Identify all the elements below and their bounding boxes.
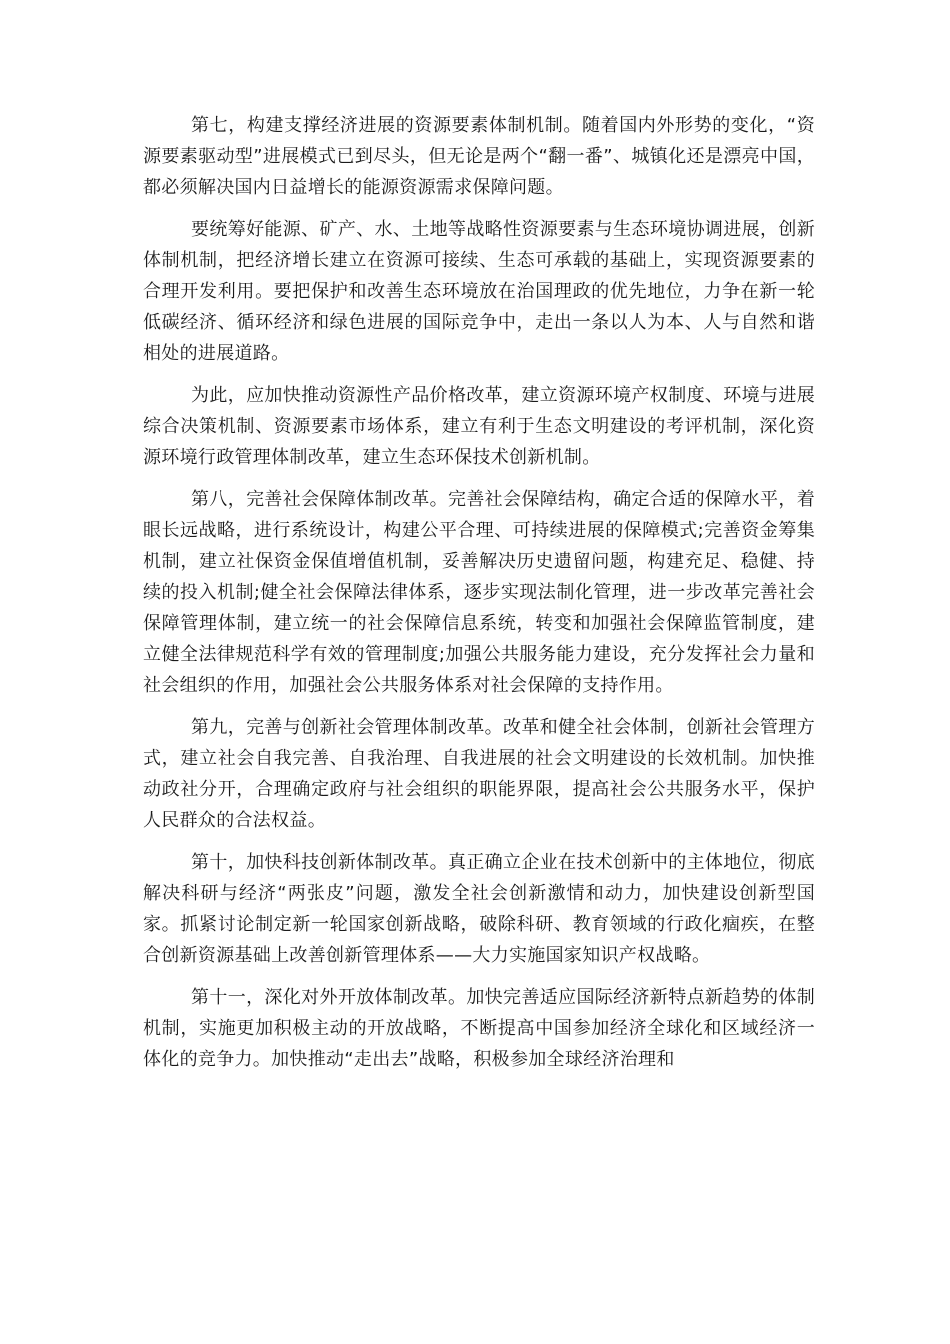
paragraph-ecology-coordination: 要统筹好能源、矿产、水、土地等战略性资源要素与生态环境协调进展，创新体制机制，把经济增长建立在资源可接续、生态可承载的基础上，实现资源要素的合理开发利用。要把保护和改善生态环境放在治国理政的优先地位，力争在新一轮低碳经济、循环经济和绿色进展的国际竞争中，走出一条以人为本、人与自然和谐相处的进展道路。	[143, 219, 815, 364]
paragraph-price-reform: 为此，应加快推动资源性产品价格改革，建立资源环境产权制度、环境与进展综合决策机制、资源要素市场体系，建立有利于生态文明建设的考评机制，深化资源环境行政管理体制改革，建立生态环保技术创新机制。	[143, 385, 815, 468]
paragraph-social-management: 第九，完善与创新社会管理体制改革。改革和健全社会体制，创新社会管理方式，建立社会自我完善、自我治理、自我进展的社会文明建设的长效机制。加快推动政社分开，合理确定政府与社会组织的职能界限，提高社会公共服务水平，保护人民群众的合法权益。	[143, 717, 815, 831]
paragraph-tech-innovation: 第十，加快科技创新体制改革。真正确立企业在技术创新中的主体地位，彻底解决科研与经济“两张皮”问题，激发全社会创新激情和动力，加快建设创新型国家。抓紧讨论制定新一轮国家创新战略，破除科研、教育领域的行政化痼疾，在整合创新资源基础上改善创新管理体系——大力实施国家知识产权战略。	[143, 852, 815, 966]
paragraph-social-security: 第八，完善社会保障体制改革。完善社会保障结构，确定合适的保障水平，着眼长远战略，进行系统设计，构建公平合理、可持续进展的保障模式;完善资金筹集机制，建立社保资金保值增值机制，妥善解决历史遗留问题，构建充足、稳健、持续的投入机制;健全社会保障法律体系，逐步实现法制化管理，进一步改革完善社会保障管理体制，建立统一的社会保障信息系统，转变和加强社会保障监管制度，建立健全法律规范科学有效的管理制度;加强公共服务能力建设，充分发挥社会力量和社会组织的作用，加强社会公共服务体系对社会保障的支持作用。	[143, 489, 815, 696]
paragraph-resource-mechanism: 第七，构建支撑经济进展的资源要素体制机制。随着国内外形势的变化，“资源要素驱动型”进展模式已到尽头，但无论是两个“翻一番”、城镇化还是漂亮中国，都必须解决国内日益增长的能源资源需求保障问题。	[143, 115, 815, 198]
document-body	[143, 110, 815, 1086]
paragraph-opening-up: 第十一，深化对外开放体制改革。加快完善适应国际经济新特点新趋势的体制机制，实施更加积极主动的开放战略，不断提高中国参加经济全球化和区域经济一体化的竞争力。加快推动“走出去”战略，积极参加全球经济治理和	[143, 987, 815, 1070]
